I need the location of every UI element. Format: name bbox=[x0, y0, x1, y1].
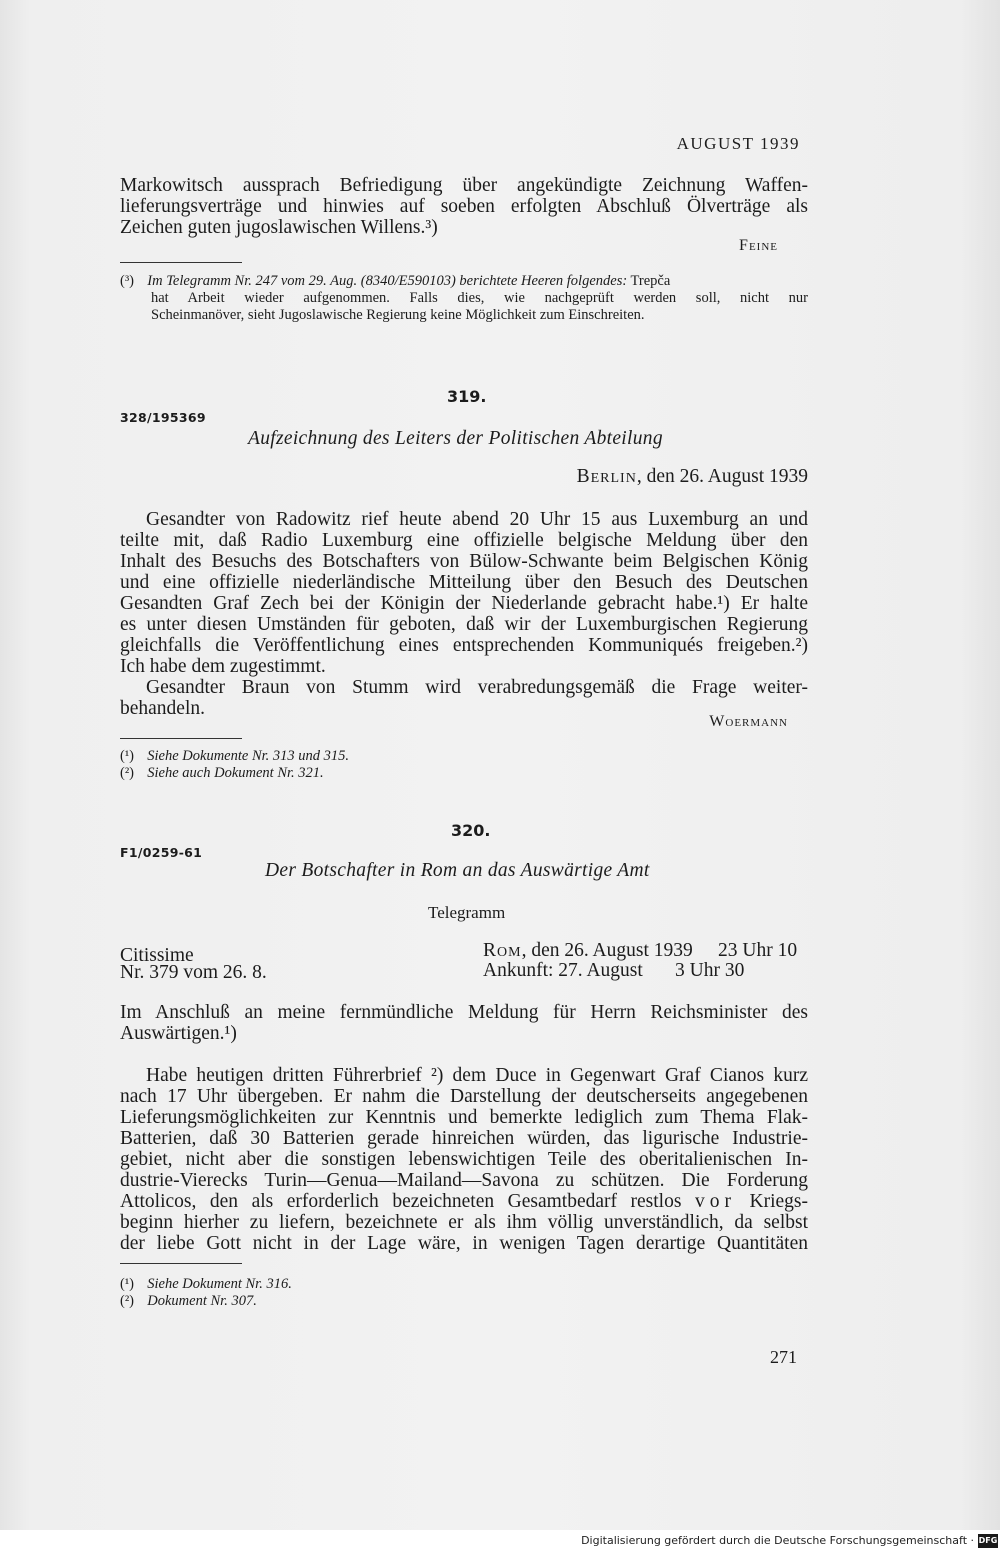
document-subtitle: Telegramm bbox=[428, 903, 506, 922]
text-line: dustrie-Vierecks Turin—Genua—Mailand—Savona zu schützen. Die Forderung bbox=[120, 1170, 808, 1191]
footer-bar bbox=[0, 1530, 1000, 1554]
footnote-text: hat Arbeit wieder aufgenommen. Falls dies, wie nachgeprüft werden soll, nicht nur bbox=[151, 290, 808, 306]
file-code: F1/0259-61 bbox=[120, 845, 203, 860]
text-line: der liebe Gott nicht in der Lage wäre, in wenigen Tagen derartige Quantitäten bbox=[120, 1233, 808, 1254]
text-line: Zeichen guten jugoslawischen Willens.³) bbox=[120, 217, 438, 238]
text-line: gebiet, nicht aber die sonstigen lebenswichtigen Teile des oberitalienischen In- bbox=[120, 1149, 808, 1170]
footnote-rule bbox=[120, 738, 242, 739]
arrival-time: 3 Uhr 30 bbox=[675, 960, 745, 981]
dfg-logo-icon: DFG bbox=[978, 1534, 998, 1548]
footnote-marker: (¹) bbox=[120, 1276, 135, 1292]
footnote-italic: Im Telegramm Nr. 247 vom 29. Aug. (8340/E590103) berichtete Heeren folgendes: bbox=[147, 273, 628, 289]
footnote-marker: (¹) bbox=[120, 748, 135, 764]
signature: Feine bbox=[739, 237, 778, 254]
text-line: Markowitsch aussprach Befriedigung über angekündigte Zeichnung Waffen- bbox=[120, 175, 808, 196]
date: , den 26. August 1939 bbox=[521, 940, 693, 961]
footnote-text: Scheinmanöver, sieht Jugoslawische Regierung keine Möglichkeit zum Einschreiten. bbox=[151, 307, 645, 323]
signature: Woermann bbox=[709, 713, 788, 730]
page-number: 271 bbox=[770, 1347, 797, 1367]
text-line: Gesandten Graf Zech bei der Königin der Niederlande gebracht habe.¹) Er halte bbox=[120, 593, 808, 614]
footnote-text: Siehe Dokumente Nr. 313 und 315. bbox=[147, 748, 350, 764]
text-line: und eine offizielle niederländische Mitteilung über den Besuch des Deutschen bbox=[120, 572, 808, 593]
footnote-text: Siehe auch Dokument Nr. 321. bbox=[147, 765, 324, 781]
footnote-text: Trepča bbox=[630, 273, 671, 289]
telegram-number: Nr. 379 vom 26. 8. bbox=[120, 962, 267, 983]
place: Rom bbox=[483, 940, 522, 961]
running-head: AUGUST 1939 bbox=[676, 134, 800, 153]
text-line: Inhalt des Besuchs des Botschafters von Bülow-Schwante beim Belgischen König bbox=[120, 551, 808, 572]
file-code: 328/195369 bbox=[120, 410, 206, 425]
footnote-marker: (³) bbox=[120, 273, 135, 289]
date: , den 26. August 1939 bbox=[636, 466, 808, 487]
text-line: Habe heutigen dritten Führerbrief ²) dem Duce in Gegenwart Graf Cianos kurz bbox=[146, 1065, 808, 1086]
spaced-emphasis: vor bbox=[694, 1191, 736, 1212]
document-title: Aufzeichnung des Leiters der Politischen Abteilung bbox=[248, 428, 663, 449]
priority-label: Citissime bbox=[120, 945, 194, 966]
footnote-rule bbox=[120, 262, 242, 263]
text-line: beginn hierher zu liefern, bezeichnete er als ihm völlig unverständlich, da selbst bbox=[120, 1212, 808, 1233]
text-line: Lieferungsmöglichkeiten zur Kenntnis und bemerkte lediglich zum Thema Flak- bbox=[120, 1107, 808, 1128]
text-line: lieferungsverträge und hinwies auf soeben erfolgten Abschluß Ölverträge als bbox=[120, 196, 808, 217]
document-number: 320. bbox=[451, 821, 491, 840]
text-line: teilte mit, daß Radio Luxemburg eine offizielle belgische Meldung über den bbox=[120, 530, 808, 551]
text-line: Auswärtigen.¹) bbox=[120, 1023, 237, 1044]
dateline bbox=[483, 941, 693, 961]
document-title: Der Botschafter in Rom an das Auswärtige Amt bbox=[265, 860, 650, 881]
arrival-label: Ankunft: 27. August bbox=[483, 960, 643, 981]
footnote-rule bbox=[120, 1263, 242, 1264]
place: Berlin bbox=[576, 466, 637, 487]
footer-credit: Digitalisierung gefördert durch die Deutsche Forschungsgemeinschaft · bbox=[581, 1534, 974, 1547]
text-line: Ich habe dem zugestimmt. bbox=[120, 656, 326, 677]
text-line: Im Anschluß an meine fernmündliche Meldung für Herrn Reichsminister des bbox=[120, 1002, 808, 1023]
send-time: 23 Uhr 10 bbox=[718, 940, 798, 961]
footnote-marker: (²) bbox=[120, 1293, 135, 1309]
text-line: Attolicos, den als erforderlich bezeichneten Gesamtbedarf restlos vor Kriegs- bbox=[120, 1191, 808, 1212]
text-line: es unter diesen Umständen für geboten, daß wir der Luxemburgischen Regierung bbox=[120, 614, 808, 635]
text-line: Gesandter von Radowitz rief heute abend 20 Uhr 15 aus Luxemburg an und bbox=[146, 509, 808, 530]
text-line: nach 17 Uhr übergeben. Er nahm die Darstellung der deutscherseits angegebenen bbox=[120, 1086, 808, 1107]
text-line: Gesandter Braun von Stumm wird verabredungsgemäß die Frage weiter- bbox=[146, 677, 808, 698]
text-line: gleichfalls die Veröffentlichung eines entsprechenden Kommuniqués freigeben.²) bbox=[120, 635, 808, 656]
footnote-text: Siehe Dokument Nr. 316. bbox=[147, 1276, 292, 1292]
footnote-text: Dokument Nr. 307. bbox=[147, 1293, 257, 1309]
document-number: 319. bbox=[447, 387, 487, 406]
text-line: behandeln. bbox=[120, 698, 206, 719]
dateline bbox=[577, 467, 808, 487]
footnote-marker: (²) bbox=[120, 765, 135, 781]
text-line: Batterien, daß 30 Batterien gerade hinreichen würden, das ligurische Industrie- bbox=[120, 1128, 808, 1149]
